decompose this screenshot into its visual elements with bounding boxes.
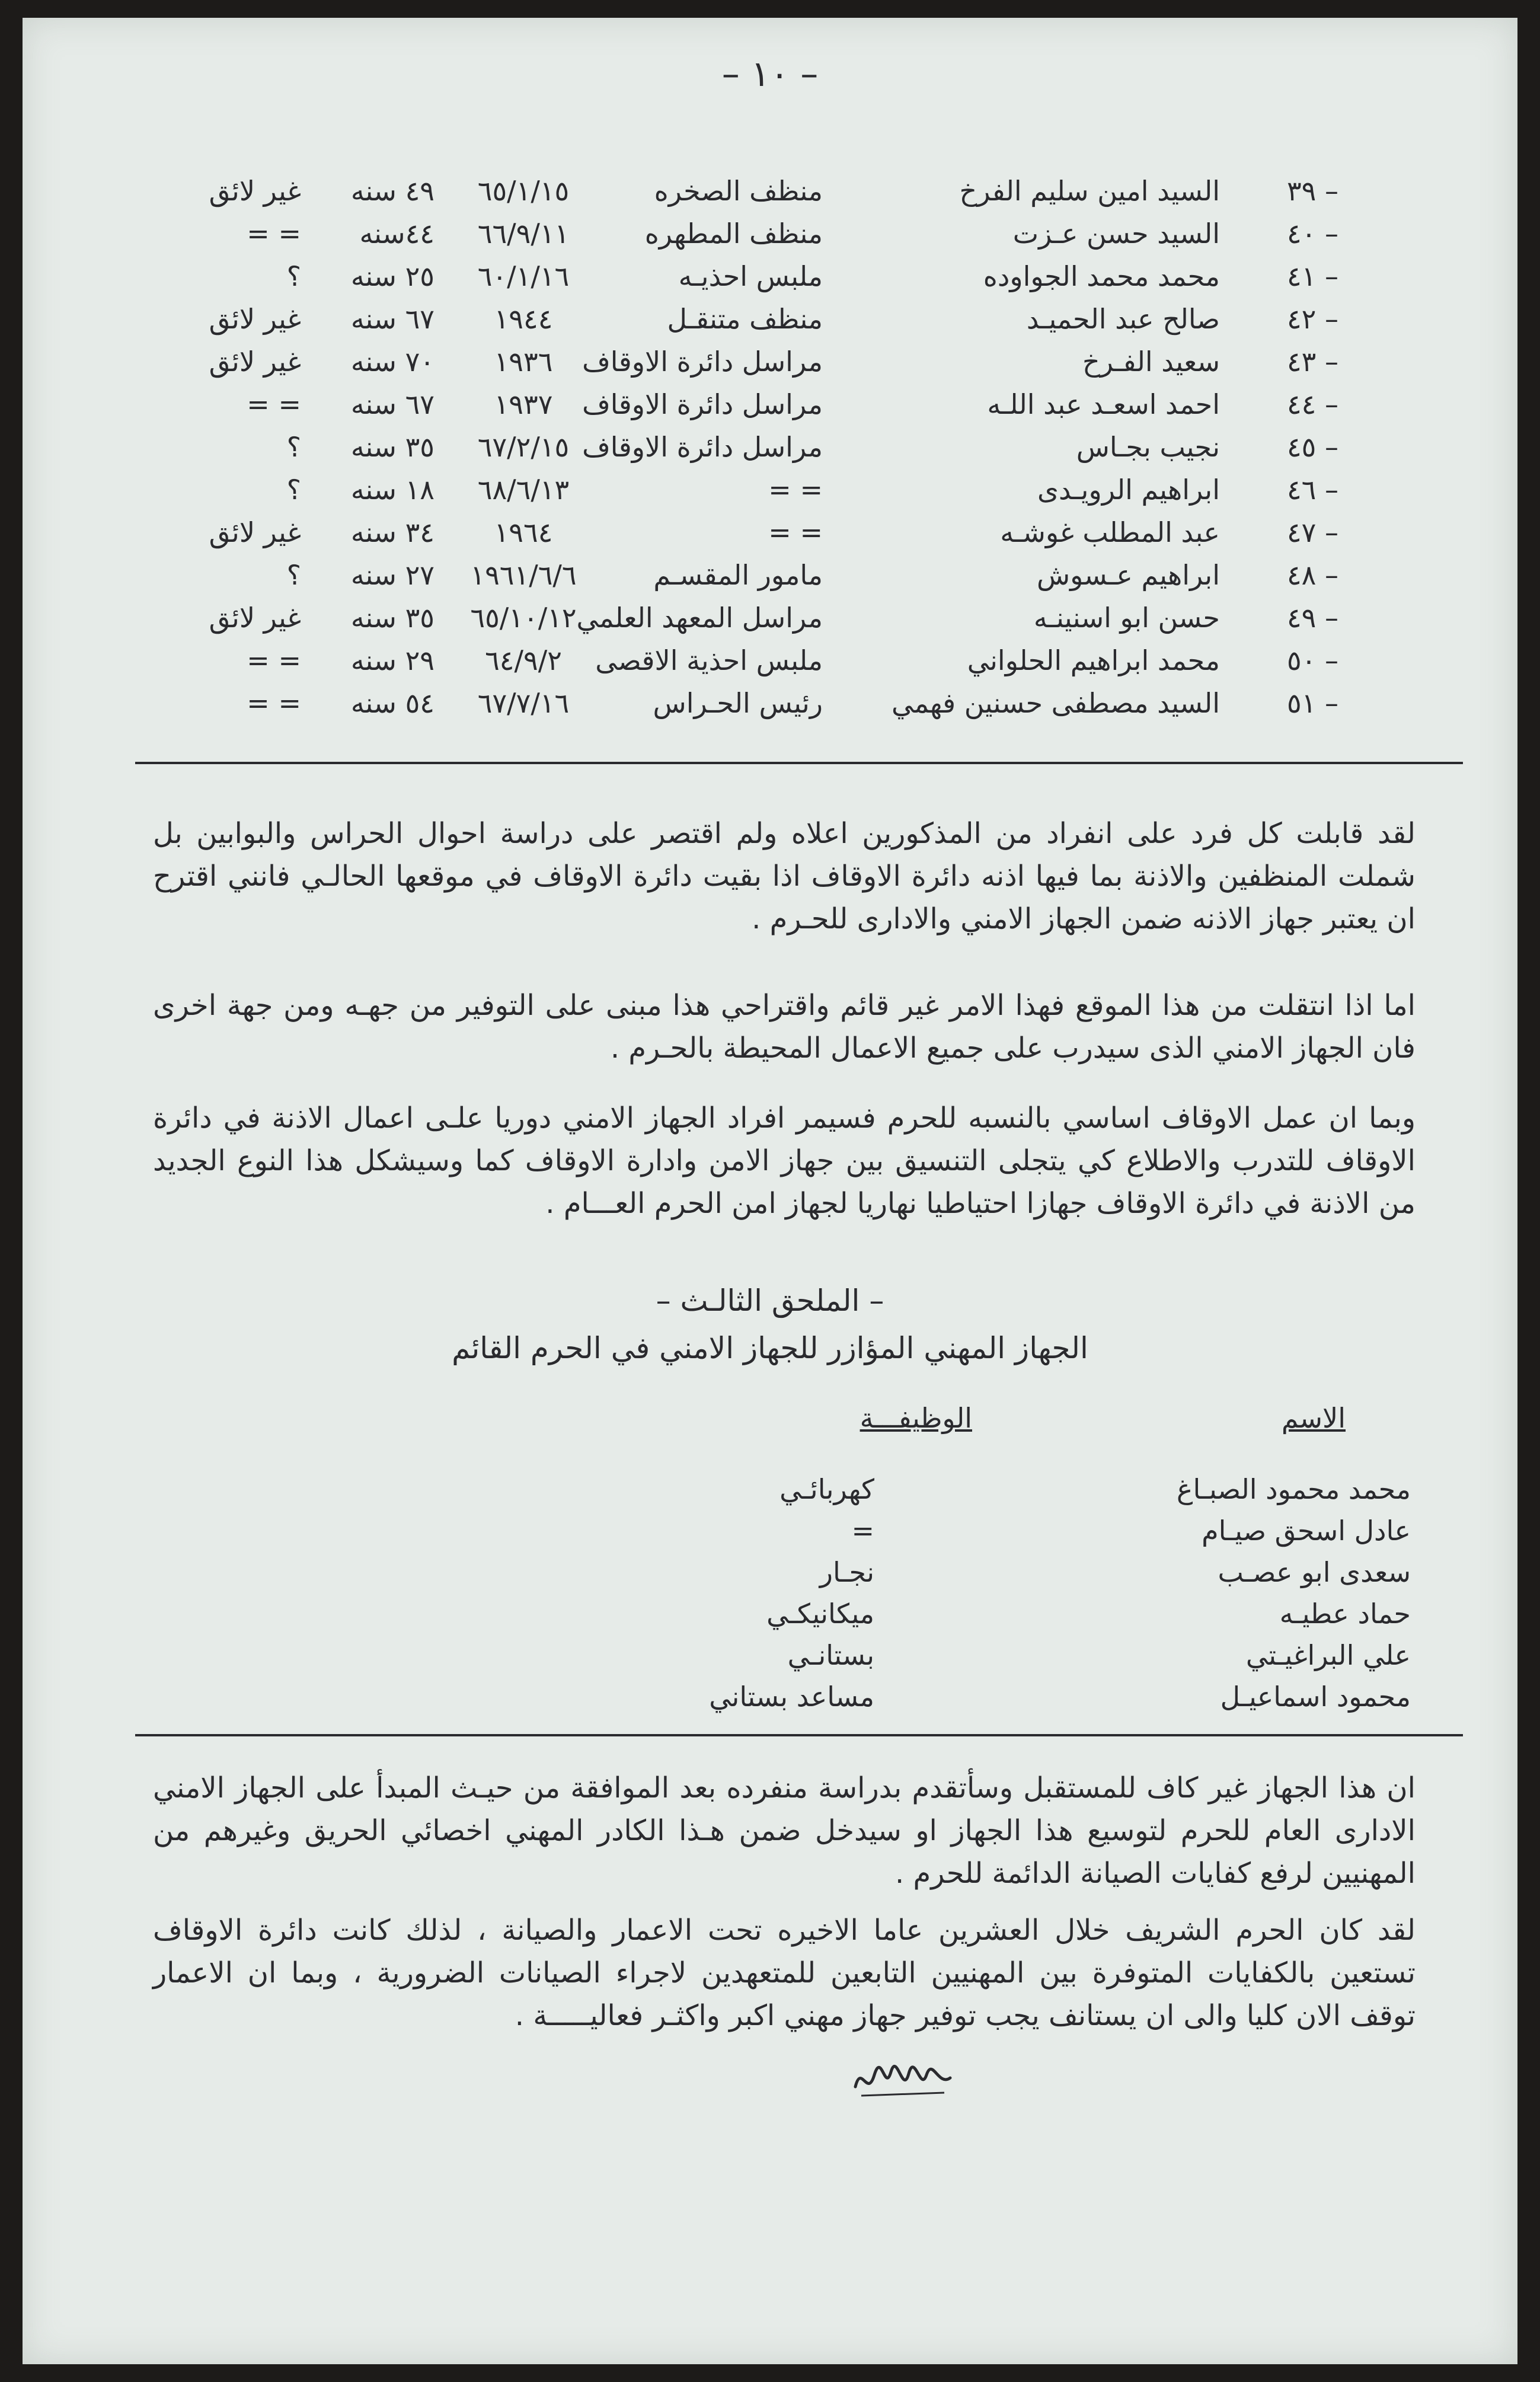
row-place: منظف متنقـل bbox=[667, 303, 823, 335]
table-row bbox=[23, 602, 1517, 640]
row-status: ؟ bbox=[286, 474, 301, 506]
staff-name: حماد عطيـه bbox=[1279, 1598, 1411, 1630]
row-status: غير لائق bbox=[209, 175, 301, 207]
row-age: ٣٤ سنه bbox=[350, 516, 434, 548]
row-place: مراسل دائرة الاوقاف bbox=[582, 346, 823, 378]
row-age: ٢٩ سنه bbox=[350, 644, 434, 676]
row-place: مراسل المعهد العلمي bbox=[576, 602, 823, 634]
appendix-title: – الملحق الثالـث – bbox=[656, 1283, 884, 1318]
row-place: منظف المطهره bbox=[644, 218, 823, 250]
staff-name: علي البراغيـتي bbox=[1245, 1639, 1411, 1671]
row-place: منظف الصخره bbox=[654, 175, 823, 207]
staff-name: سعدى ابو عصـب bbox=[1218, 1556, 1411, 1588]
row-age: ٦٧ سنه bbox=[350, 388, 434, 420]
row-place: = = bbox=[768, 516, 823, 548]
row-date: ٦٤/٩/٢ bbox=[485, 644, 562, 676]
row-num: ٤٣ – bbox=[1286, 346, 1338, 378]
row-age: ٤٤سنه bbox=[359, 218, 434, 250]
row-num: ٣٩ – bbox=[1286, 175, 1338, 207]
table-row bbox=[23, 260, 1517, 298]
staff-name: محمود اسماعيـل bbox=[1220, 1681, 1411, 1713]
staff-job: نجـار bbox=[819, 1556, 874, 1588]
row-num: ٤٩ – bbox=[1286, 602, 1338, 634]
row-name: حسن ابو اسنينـه bbox=[1033, 602, 1220, 634]
row-place: رئيس الحـراس bbox=[653, 687, 823, 719]
row-status: = = bbox=[247, 644, 301, 676]
row-date: ٦٧/٢/١٥ bbox=[477, 431, 570, 463]
column-header-job: الوظيفـــة bbox=[860, 1402, 972, 1434]
row-age: ٧٠ سنه bbox=[350, 346, 434, 378]
row-date: ٦٥/١٠/١٢ bbox=[470, 602, 577, 634]
table-row bbox=[23, 687, 1517, 725]
row-date: ١٩٦١/٦/٦ bbox=[470, 559, 577, 591]
row-name: محمد ابراهيم الحلواني bbox=[967, 644, 1220, 676]
row-date: ١٩٣٧ bbox=[494, 388, 553, 420]
paragraph-3: وبما ان عمل الاوقاف اساسي بالنسبه للحرم فسيمر افراد الجهاز الامني دوريا علـى اعمال الاذنة في دائرة الاوقاف للتدرب والاطلاع كي يتجلى التنسيق بين جهاز الامن وادارة الاوقاف كما وسيشكل هذا النوع الجديد من الاذنة في دائرة الاوقاف جهازا احتياطيا نهاريا لجهاز امن الحرم العـــام . bbox=[153, 1101, 1416, 1220]
row-num: ٤١ – bbox=[1286, 260, 1338, 292]
staff-job: بستانـي bbox=[787, 1639, 874, 1671]
row-age: ٣٥ سنه bbox=[350, 431, 434, 463]
row-name: احمد اسعـد عبد اللـه bbox=[987, 388, 1220, 420]
document-page bbox=[23, 18, 1517, 2364]
row-num: ٤٢ – bbox=[1286, 303, 1338, 335]
row-place: مراسل دائرة الاوقاف bbox=[582, 431, 823, 463]
row-name: السيد حسن عـزت bbox=[1012, 218, 1220, 250]
table-row bbox=[23, 303, 1517, 341]
row-age: ٥٤ سنه bbox=[350, 687, 434, 719]
staff-job: كهربائـي bbox=[779, 1473, 874, 1505]
row-num: ٥٠ – bbox=[1286, 644, 1338, 676]
table-row bbox=[23, 218, 1517, 256]
paragraph-4: ان هذا الجهاز غير كاف للمستقبل وسأتقدم بدراسة منفرده بعد الموافقة من حيـث المبدأ على الجهاز الامني الادارى العام للحرم لتوسيع هذا الجهاز او سيدخل ضمن هـذا الكادر المهني اخصائي الحريق وغيرهم من المهنيين لرفع كفايات الصيانة الدائمة للحرم . bbox=[153, 1771, 1416, 1890]
row-name: محمد محمد الجواوده bbox=[983, 260, 1220, 292]
row-age: ٢٥ سنه bbox=[350, 260, 434, 292]
table-row bbox=[23, 346, 1517, 384]
table-row bbox=[23, 644, 1517, 682]
row-name: ابراهيم الرويـدى bbox=[1037, 474, 1220, 506]
signature bbox=[849, 2051, 956, 2105]
row-date: ١٩٣٦ bbox=[494, 346, 553, 378]
row-date: ١٩٦٤ bbox=[494, 516, 553, 548]
row-date: ١٩٤٤ bbox=[494, 303, 553, 335]
row-name: سعيد الفـرخ bbox=[1082, 346, 1220, 378]
row-age: ٢٧ سنه bbox=[350, 559, 434, 591]
table-row bbox=[23, 388, 1517, 426]
row-place: = = bbox=[768, 474, 823, 506]
row-name: عبد المطلب غوشـه bbox=[1000, 516, 1220, 548]
row-status: غير لائق bbox=[209, 346, 301, 378]
row-num: ٤٠ – bbox=[1286, 218, 1338, 250]
table-row bbox=[23, 175, 1517, 213]
staff-name: محمد محمود الصبـاغ bbox=[1177, 1473, 1411, 1505]
row-date: ٦٠/١/١٦ bbox=[477, 260, 570, 292]
row-date: ٦٦/٩/١١ bbox=[477, 218, 570, 250]
row-name: السيد امين سليم الفرخ bbox=[959, 175, 1220, 207]
row-age: ٤٩ سنه bbox=[350, 175, 434, 207]
row-place: مراسل دائرة الاوقاف bbox=[582, 388, 823, 420]
table-row bbox=[23, 474, 1517, 512]
row-place: مامور المقسـم bbox=[653, 559, 823, 591]
row-num: ٤٨ – bbox=[1286, 559, 1338, 591]
paragraph-5: لقد كان الحرم الشريف خلال العشرين عاما الاخيره تحت الاعمار والصيانة ، لذلك كانت دائرة الاوقاف تستعين بالكفايات المتوفرة بين المهنيين التابعين للمتعهدين لاجراء الصيانات الضرورية ، وبما ان الاعمار توقف الان كليا والى ان يستانف يجب توفير جهاز مهني اكبر واكثـر فعاليـــــة . bbox=[153, 1914, 1416, 2032]
row-status: = = bbox=[247, 218, 301, 250]
table-row bbox=[23, 559, 1517, 597]
row-name: صالح عبد الحميـد bbox=[1026, 303, 1220, 335]
row-age: ٦٧ سنه bbox=[350, 303, 434, 335]
divider-line bbox=[135, 1734, 1463, 1736]
row-status: ؟ bbox=[286, 260, 301, 292]
row-num: ٤٦ – bbox=[1286, 474, 1338, 506]
page-number: – ١٠ – bbox=[721, 53, 819, 95]
row-status: غير لائق bbox=[209, 303, 301, 335]
row-name: نجيب بجـاس bbox=[1076, 431, 1220, 463]
table-row bbox=[23, 516, 1517, 554]
row-name: السيد مصطفى حسنين فهمي bbox=[892, 687, 1220, 719]
row-age: ١٨ سنه bbox=[350, 474, 434, 506]
row-status: غير لائق bbox=[209, 516, 301, 548]
paragraph-1: لقد قابلت كل فرد على انفراد من المذكورين اعلاه ولم اقتصر على دراسة احوال الحراس والبوابين بل شملت المنظفين والاذنة بما فيها اذنه دائرة الاوقاف اذا بقيت دائرة الاوقاف في موقعها الحالـي فانني اقترح ان يعتبر جهاز الاذنه ضمن الجهاز الامني والادارى للحـرم . bbox=[153, 817, 1416, 935]
column-header-name: الاسم bbox=[1281, 1402, 1346, 1434]
row-place: ملبس احذيـه bbox=[678, 260, 823, 292]
row-status: ؟ bbox=[286, 431, 301, 463]
appendix-subtitle: الجهاز المهني المؤازر للجهاز الامني في الحرم القائم bbox=[452, 1331, 1088, 1365]
row-num: ٥١ – bbox=[1286, 687, 1338, 719]
row-num: ٤٥ – bbox=[1286, 431, 1338, 463]
row-date: ٦٨/٦/١٣ bbox=[477, 474, 570, 506]
staff-job: = bbox=[851, 1515, 874, 1547]
paragraph-2: اما اذا انتقلت من هذا الموقع فهذا الامر غير قائم واقتراحي هذا مبنى على التوفير من جهـه ومن جهة اخرى فان الجهاز الامني الذى سيدرب على جميع الاعمال المحيطة بالحـرم . bbox=[153, 989, 1416, 1065]
staff-name: عادل اسحق صيـام bbox=[1202, 1515, 1411, 1547]
staff-job: ميكانيكـي bbox=[766, 1598, 874, 1630]
row-status: ؟ bbox=[286, 559, 301, 591]
table-row bbox=[23, 431, 1517, 469]
staff-job: مساعد بستاني bbox=[709, 1681, 874, 1713]
row-date: ٦٧/٧/١٦ bbox=[477, 687, 570, 719]
divider-line bbox=[135, 762, 1463, 764]
row-num: ٤٤ – bbox=[1286, 388, 1338, 420]
row-date: ٦٥/١/١٥ bbox=[477, 175, 570, 207]
row-num: ٤٧ – bbox=[1286, 516, 1338, 548]
row-status: = = bbox=[247, 687, 301, 719]
row-status: غير لائق bbox=[209, 602, 301, 634]
row-place: ملبس احذية الاقصى bbox=[595, 644, 823, 676]
row-status: = = bbox=[247, 388, 301, 420]
row-age: ٣٥ سنه bbox=[350, 602, 434, 634]
row-name: ابراهيم عـسوش bbox=[1037, 559, 1220, 591]
